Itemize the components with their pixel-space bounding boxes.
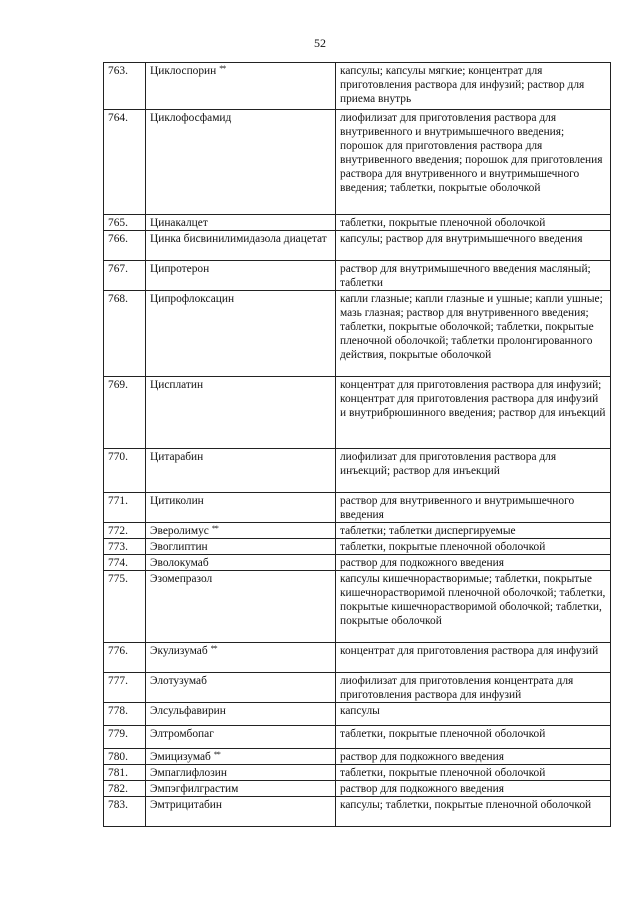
dosage-forms: капсулы; таблетки, покрытые пленочной оболочкой — [336, 797, 611, 827]
drug-name-cell — [146, 797, 336, 827]
drug-name-cell — [146, 749, 336, 765]
drug-name-cell — [146, 231, 336, 261]
drug-name: Ципротерон — [150, 263, 210, 275]
drug-name-cell — [146, 703, 336, 726]
drug-name: Циклоспорин — [150, 65, 217, 77]
drug-name-cell — [146, 523, 336, 539]
drug-name-cell — [146, 110, 336, 215]
footnote-mark: ** — [211, 524, 218, 533]
table-row — [104, 231, 611, 261]
drug-name-cell — [146, 765, 336, 781]
row-number: 774. — [104, 555, 146, 571]
table-row — [104, 571, 611, 643]
table-row — [104, 63, 611, 110]
drug-name: Цинакалцет — [150, 217, 208, 229]
table-row — [104, 765, 611, 781]
row-number: 780. — [104, 749, 146, 765]
dosage-forms: концентрат для приготовления раствора для инфузий; концентрат для приготовления раствора для инфузий и внутрибрюшинного введения; раствор для инъекций — [336, 377, 611, 449]
row-number: 778. — [104, 703, 146, 726]
dosage-forms: лиофилизат для приготовления концентрата для приготовления раствора для инфузий — [336, 673, 611, 703]
dosage-forms: капсулы; раствор для внутримышечного введения — [336, 231, 611, 261]
drug-name-cell — [146, 63, 336, 110]
drug-name-cell — [146, 377, 336, 449]
dosage-forms: таблетки, покрытые пленочной оболочкой — [336, 726, 611, 749]
dosage-forms: лиофилизат для приготовления раствора для внутривенного и внутримышечного введения; порошок для приготовления раствора для внутривенного введения; порошок для приготовления раствора для внутривенного и внутримышечного введения; таблетки, покрытые оболочкой — [336, 110, 611, 215]
row-number: 772. — [104, 523, 146, 539]
dosage-forms: капсулы — [336, 703, 611, 726]
row-number: 781. — [104, 765, 146, 781]
drug-name: Цитиколин — [150, 495, 204, 507]
row-number: 773. — [104, 539, 146, 555]
dosage-forms: лиофилизат для приготовления раствора для инъекций; раствор для инъекций — [336, 449, 611, 493]
drug-name: Элотузумаб — [150, 675, 207, 687]
dosage-forms: капсулы; капсулы мягкие; концентрат для приготовления раствора для инфузий; раствор для приема внутрь — [336, 63, 611, 110]
drug-table — [103, 62, 611, 827]
dosage-forms: таблетки; таблетки диспергируемые — [336, 523, 611, 539]
drug-name-cell — [146, 261, 336, 291]
drug-name: Эвоглиптин — [150, 541, 208, 553]
drug-name-cell — [146, 673, 336, 703]
row-number: 777. — [104, 673, 146, 703]
table-row — [104, 781, 611, 797]
dosage-forms: раствор для подкожного введения — [336, 749, 611, 765]
drug-name-cell — [146, 449, 336, 493]
drug-name: Ципрофлоксацин — [150, 293, 235, 305]
table-row — [104, 643, 611, 673]
table-row — [104, 749, 611, 765]
dosage-forms: раствор для внутривенного и внутримышечного введения — [336, 493, 611, 523]
row-number: 782. — [104, 781, 146, 797]
row-number: 764. — [104, 110, 146, 215]
drug-name-cell — [146, 781, 336, 797]
drug-name: Эволокумаб — [150, 557, 209, 569]
drug-name: Эзомепразол — [150, 573, 213, 585]
drug-name: Цинка бисвинилимидазола диацетат — [150, 233, 327, 245]
table-row — [104, 703, 611, 726]
table-row — [104, 110, 611, 215]
table-row — [104, 261, 611, 291]
dosage-forms: таблетки, покрытые пленочной оболочкой — [336, 539, 611, 555]
dosage-forms: таблетки, покрытые пленочной оболочкой — [336, 765, 611, 781]
drug-name: Элтромбопаг — [150, 728, 214, 740]
table-row — [104, 523, 611, 539]
drug-name-cell — [146, 555, 336, 571]
row-number: 767. — [104, 261, 146, 291]
drug-name: Элсульфавирин — [150, 705, 226, 717]
drug-name: Эмпэгфилграстим — [150, 783, 239, 795]
row-number: 769. — [104, 377, 146, 449]
table-row — [104, 539, 611, 555]
row-number: 771. — [104, 493, 146, 523]
footnote-mark: ** — [219, 64, 226, 73]
table-row — [104, 673, 611, 703]
dosage-forms: капсулы кишечнорастворимые; таблетки, покрытые кишечнорастворимой пленочной оболочкой; таблетки, покрытые кишечнорастворимой оболочкой; таблетки, покрытые оболочкой — [336, 571, 611, 643]
drug-name-cell — [146, 643, 336, 673]
row-number: 768. — [104, 291, 146, 377]
table-row — [104, 291, 611, 377]
drug-name: Цитарабин — [150, 451, 204, 463]
page-number: 52 — [314, 36, 326, 50]
row-number: 779. — [104, 726, 146, 749]
table-row — [104, 493, 611, 523]
dosage-forms: капли глазные; капли глазные и ушные; капли ушные; мазь глазная; раствор для внутривенного введения; таблетки, покрытые оболочкой; таблетки, покрытые пленочной оболочкой; таблетки пролонгированного действия, покрытые оболочкой — [336, 291, 611, 377]
dosage-forms: раствор для внутримышечного введения масляный; таблетки — [336, 261, 611, 291]
table-row — [104, 215, 611, 231]
dosage-forms: концентрат для приготовления раствора для инфузий — [336, 643, 611, 673]
drug-name-cell — [146, 726, 336, 749]
row-number: 783. — [104, 797, 146, 827]
drug-name-cell — [146, 215, 336, 231]
drug-name-cell — [146, 571, 336, 643]
table-row — [104, 449, 611, 493]
table-row — [104, 555, 611, 571]
table-row — [104, 377, 611, 449]
row-number: 775. — [104, 571, 146, 643]
row-number: 766. — [104, 231, 146, 261]
drug-name: Цисплатин — [150, 379, 204, 391]
row-number: 770. — [104, 449, 146, 493]
dosage-forms: таблетки, покрытые пленочной оболочкой — [336, 215, 611, 231]
row-number: 765. — [104, 215, 146, 231]
drug-name: Эмтрицитабин — [150, 799, 222, 811]
drug-name-cell — [146, 493, 336, 523]
drug-name-cell — [146, 291, 336, 377]
dosage-forms: раствор для подкожного введения — [336, 555, 611, 571]
drug-name-cell — [146, 539, 336, 555]
table-row — [104, 797, 611, 827]
row-number: 763. — [104, 63, 146, 110]
drug-name: Эмпаглифлозин — [150, 767, 227, 779]
row-number: 776. — [104, 643, 146, 673]
drug-name: Циклофосфамид — [150, 112, 232, 124]
drug-name: Эверолимус — [150, 525, 209, 537]
drug-name: Экулизумаб — [150, 645, 208, 657]
table-row — [104, 726, 611, 749]
footnote-mark: ** — [213, 750, 220, 759]
dosage-forms: раствор для подкожного введения — [336, 781, 611, 797]
footnote-mark: ** — [210, 644, 217, 653]
drug-name: Эмицизумаб — [150, 751, 211, 763]
